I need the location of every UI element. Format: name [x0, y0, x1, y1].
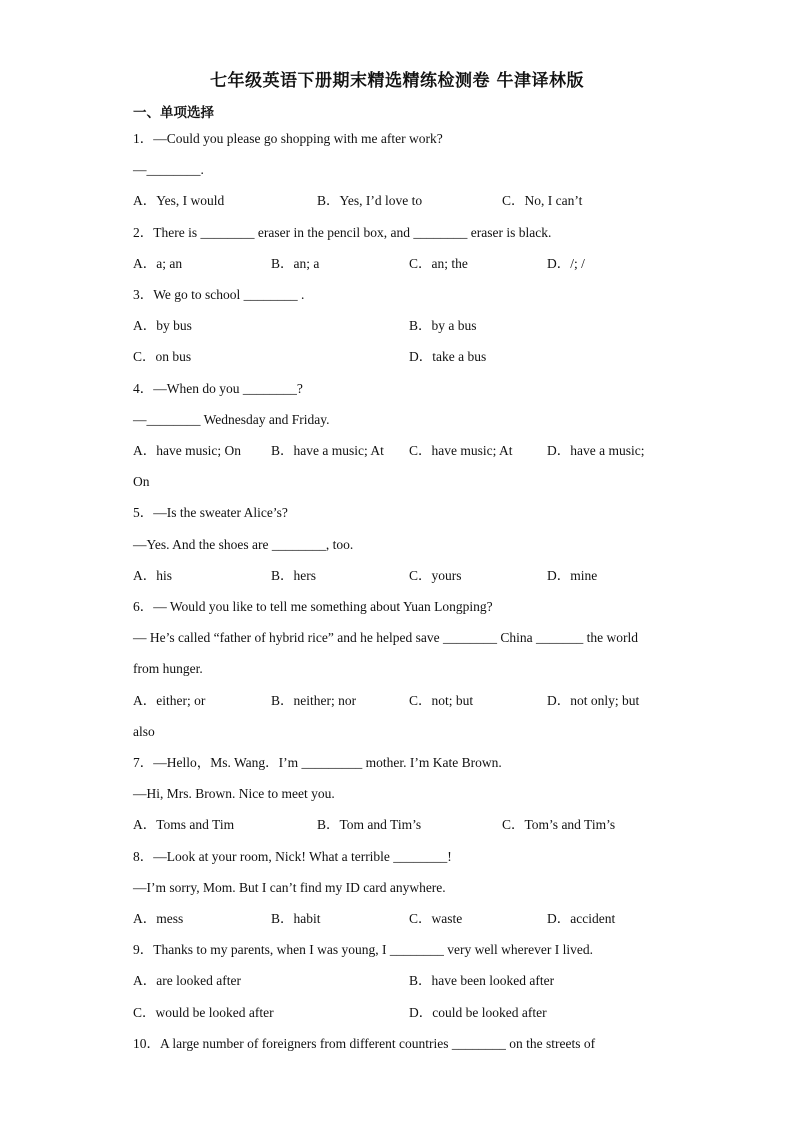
question-1-reply: —________. — [133, 162, 204, 177]
question-3-option-b[interactable]: B．by a bus — [409, 318, 477, 333]
question-8-option-c[interactable]: C．waste — [409, 911, 463, 926]
question-2-option-a[interactable]: A．a; an — [133, 256, 183, 271]
question-7-option-c[interactable]: C．Tom’s and Tim’s — [502, 817, 616, 832]
question-3-option-c[interactable]: C．on bus — [133, 349, 192, 364]
question-5-option-b[interactable]: B．hers — [271, 568, 316, 583]
question-3-option-d[interactable]: D．take a bus — [409, 349, 487, 364]
question-4-option-b[interactable]: B．have a music; At — [271, 443, 384, 458]
question-8-option-d[interactable]: D．accident — [547, 911, 616, 926]
question-6-option-d-continued: also — [133, 724, 155, 739]
question-2-option-d[interactable]: D．/; / — [547, 256, 585, 271]
question-1-stem: 1．—Could you please go shopping with me after work? — [133, 131, 443, 146]
question-3-stem: 3．We go to school ________ . — [133, 287, 305, 302]
question-2-option-b[interactable]: B．an; a — [271, 256, 320, 271]
question-5-option-d[interactable]: D．mine — [547, 568, 598, 583]
question-4-reply: —________ Wednesday and Friday. — [133, 412, 330, 427]
question-6-option-b[interactable]: B．neither; nor — [271, 693, 357, 708]
question-5-reply: —Yes. And the shoes are ________, too. — [133, 537, 354, 552]
question-5-option-c[interactable]: C．yours — [409, 568, 462, 583]
question-9-option-a[interactable]: A．are looked after — [133, 973, 241, 988]
question-2-stem: 2．There is ________ eraser in the pencil box, and ________ eraser is black. — [133, 225, 552, 240]
question-9-stem: 9．Thanks to my parents, when I was young, I ________ very well wherever I lived. — [133, 942, 594, 957]
question-8-option-a[interactable]: A．mess — [133, 911, 184, 926]
question-7-reply: —Hi, Mrs. Brown. Nice to meet you. — [133, 786, 335, 801]
question-8-option-b[interactable]: B．habit — [271, 911, 321, 926]
question-9-option-d[interactable]: D．could be looked after — [409, 1005, 547, 1020]
question-9-option-b[interactable]: B．have been looked after — [409, 973, 555, 988]
question-6-option-c[interactable]: C．not; but — [409, 693, 474, 708]
question-9-option-c[interactable]: C．would be looked after — [133, 1005, 274, 1020]
question-1-option-b[interactable]: B．Yes, I’d love to — [317, 193, 423, 208]
question-4-option-c[interactable]: C．have music; At — [409, 443, 513, 458]
question-4-stem: 4．—When do you ________? — [133, 381, 303, 396]
question-4-option-d-continued: On — [133, 474, 150, 489]
question-7-option-a[interactable]: A．Toms and Tim — [133, 817, 235, 832]
question-3-option-a[interactable]: A．by bus — [133, 318, 192, 333]
question-7-stem: 7．—Hello，Ms. Wang．I’m _________ mother. I’m Kate Brown. — [133, 755, 502, 770]
question-6-stem: 6．— Would you like to tell me something about Yuan Longping? — [133, 599, 493, 614]
question-1-option-a[interactable]: A．Yes, I would — [133, 193, 225, 208]
question-8-stem: 8．—Look at your room, Nick! What a terrible ________! — [133, 849, 452, 864]
question-10-stem: 10．A large number of foreigners from different countries ________ on the streets of — [133, 1036, 596, 1051]
question-6-reply-continued: from hunger. — [133, 661, 203, 676]
question-6-option-a[interactable]: A．either; or — [133, 693, 206, 708]
question-2-option-c[interactable]: C．an; the — [409, 256, 468, 271]
question-5-option-a[interactable]: A．his — [133, 568, 173, 583]
page-title: 七年级英语下册期末精选精练检测卷 牛津译林版 — [210, 71, 584, 91]
question-1-option-c[interactable]: C．No, I can’t — [502, 193, 583, 208]
question-8-reply: —I’m sorry, Mom. But I can’t find my ID card anywhere. — [133, 880, 446, 895]
question-5-stem: 5．—Is the sweater Alice’s? — [133, 505, 288, 520]
question-4-option-a[interactable]: A．have music; On — [133, 443, 241, 458]
question-6-reply: — He’s called “father of hybrid rice” and he helped save ________ China _______ the world — [133, 630, 638, 645]
question-7-option-b[interactable]: B．Tom and Tim’s — [317, 817, 422, 832]
question-6-option-d[interactable]: D．not only; but — [547, 693, 640, 708]
section-heading: 一、单项选择 — [133, 105, 214, 121]
question-4-option-d[interactable]: D．have a music; — [547, 443, 645, 458]
